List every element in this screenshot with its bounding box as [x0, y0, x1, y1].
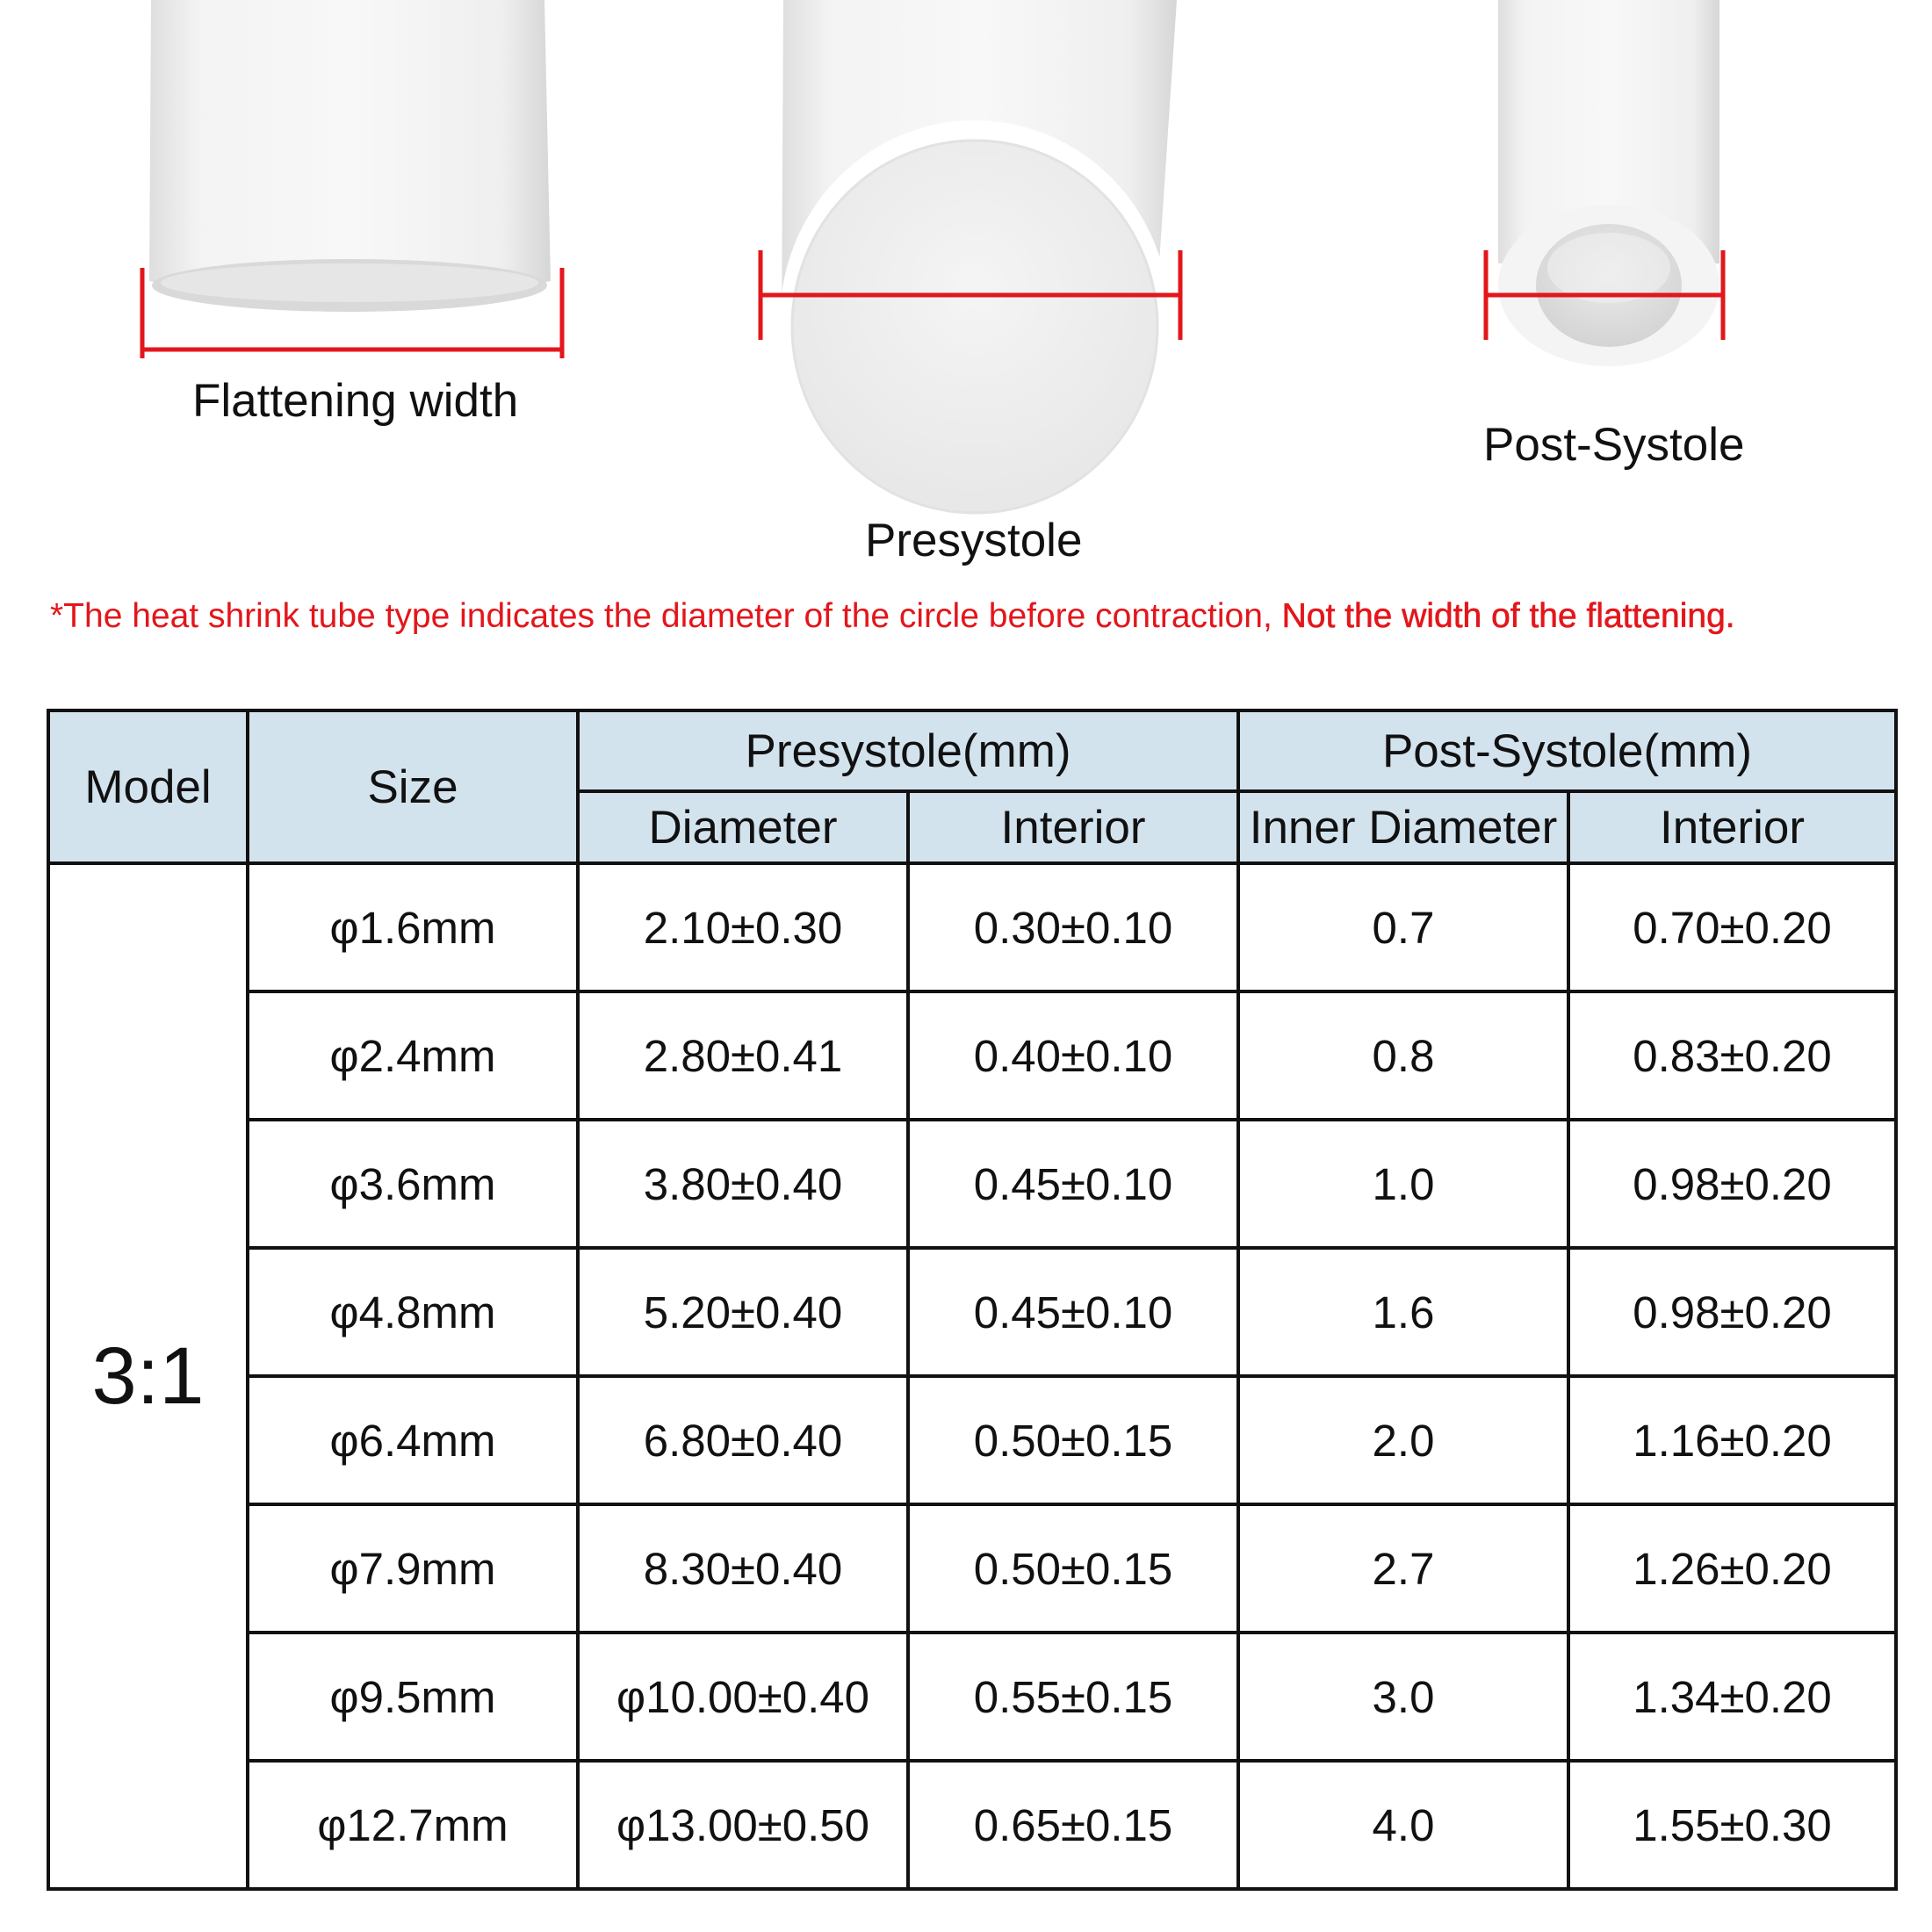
size-cell: φ3.6mm — [248, 1120, 578, 1248]
post-interior-cell: 1.16±0.20 — [1568, 1376, 1896, 1504]
post-inner-diameter-cell: 2.7 — [1238, 1504, 1568, 1633]
pre-interior-cell: 0.45±0.10 — [908, 1248, 1238, 1376]
table-row — [48, 1504, 1896, 1633]
pre-diameter-cell: 3.80±0.40 — [578, 1120, 908, 1248]
pre-diameter-cell: φ10.00±0.40 — [578, 1633, 908, 1761]
post-inner-diameter-cell: 0.7 — [1238, 863, 1568, 991]
header-postsystole: Post-Systole(mm) — [1238, 710, 1896, 791]
post-inner-diameter-cell: 1.0 — [1238, 1120, 1568, 1248]
post-interior-cell: 1.26±0.20 — [1568, 1504, 1896, 1633]
pre-diameter-cell: φ13.00±0.50 — [578, 1761, 908, 1889]
table-row — [48, 1248, 1896, 1376]
table-row — [48, 863, 1896, 991]
post-inner-diameter-cell: 3.0 — [1238, 1633, 1568, 1761]
size-note — [50, 597, 1735, 636]
pre-diameter-cell: 2.10±0.30 — [578, 863, 908, 991]
header-presystole: Presystole(mm) — [578, 710, 1238, 791]
post-interior-cell: 1.34±0.20 — [1568, 1633, 1896, 1761]
size-cell: φ6.4mm — [248, 1376, 578, 1504]
pre-interior-cell: 0.65±0.15 — [908, 1761, 1238, 1889]
table-row — [48, 991, 1896, 1120]
flattening-width-caption: Flattening width — [192, 375, 519, 427]
header-post-interior: Interior — [1568, 791, 1896, 863]
header-post-inner-diameter: Inner Diameter — [1238, 791, 1568, 863]
presystole-tube-image — [780, 0, 1177, 521]
size-note-emphasis: Not the width of the flattening. — [1281, 597, 1735, 635]
post-interior-cell: 0.98±0.20 — [1568, 1248, 1896, 1376]
presystole-caption: Presystole — [865, 515, 1083, 566]
pre-diameter-cell: 5.20±0.40 — [578, 1248, 908, 1376]
pre-diameter-cell: 8.30±0.40 — [578, 1504, 908, 1633]
table-row — [48, 1120, 1896, 1248]
size-cell: φ1.6mm — [248, 863, 578, 991]
size-cell: φ4.8mm — [248, 1248, 578, 1376]
pre-interior-cell: 0.45±0.10 — [908, 1120, 1238, 1248]
post-inner-diameter-cell: 4.0 — [1238, 1761, 1568, 1889]
post-interior-cell: 0.83±0.20 — [1568, 991, 1896, 1120]
table-row — [48, 1633, 1896, 1761]
header-size: Size — [248, 710, 578, 863]
pre-interior-cell: 0.50±0.15 — [908, 1504, 1238, 1633]
header-pre-interior: Interior — [908, 791, 1238, 863]
post-inner-diameter-cell: 1.6 — [1238, 1248, 1568, 1376]
post-inner-diameter-cell: 0.8 — [1238, 991, 1568, 1120]
size-note-text: *The heat shrink tube type indicates the diameter of the circle before contraction, — [50, 597, 1282, 635]
table-row — [48, 1376, 1896, 1504]
flattened-tube-image — [149, 0, 551, 312]
post-interior-cell: 0.98±0.20 — [1568, 1120, 1896, 1248]
post-interior-cell: 0.70±0.20 — [1568, 863, 1896, 991]
size-cell: φ7.9mm — [248, 1504, 578, 1633]
header-row — [48, 710, 1896, 791]
header-pre-diameter: Diameter — [578, 791, 908, 863]
model-cell: 3:1 — [48, 863, 248, 1889]
pre-diameter-cell: 2.80±0.41 — [578, 991, 908, 1120]
size-cell: φ9.5mm — [248, 1633, 578, 1761]
header-model: Model — [48, 710, 248, 863]
post-interior-cell: 1.55±0.30 — [1568, 1761, 1896, 1889]
pre-interior-cell: 0.55±0.15 — [908, 1633, 1238, 1761]
postsystole-caption: Post-Systole — [1483, 419, 1745, 471]
pre-interior-cell: 0.50±0.15 — [908, 1376, 1238, 1504]
size-cell: φ12.7mm — [248, 1761, 578, 1889]
post-inner-diameter-cell: 2.0 — [1238, 1376, 1568, 1504]
spec-table — [47, 709, 1898, 1891]
size-cell: φ2.4mm — [248, 991, 578, 1120]
tube-illustrations — [0, 0, 1932, 580]
table-row — [48, 1761, 1896, 1889]
pre-diameter-cell: 6.80±0.40 — [578, 1376, 908, 1504]
postsystole-tube-image — [1498, 0, 1719, 366]
pre-interior-cell: 0.40±0.10 — [908, 991, 1238, 1120]
pre-interior-cell: 0.30±0.10 — [908, 863, 1238, 991]
